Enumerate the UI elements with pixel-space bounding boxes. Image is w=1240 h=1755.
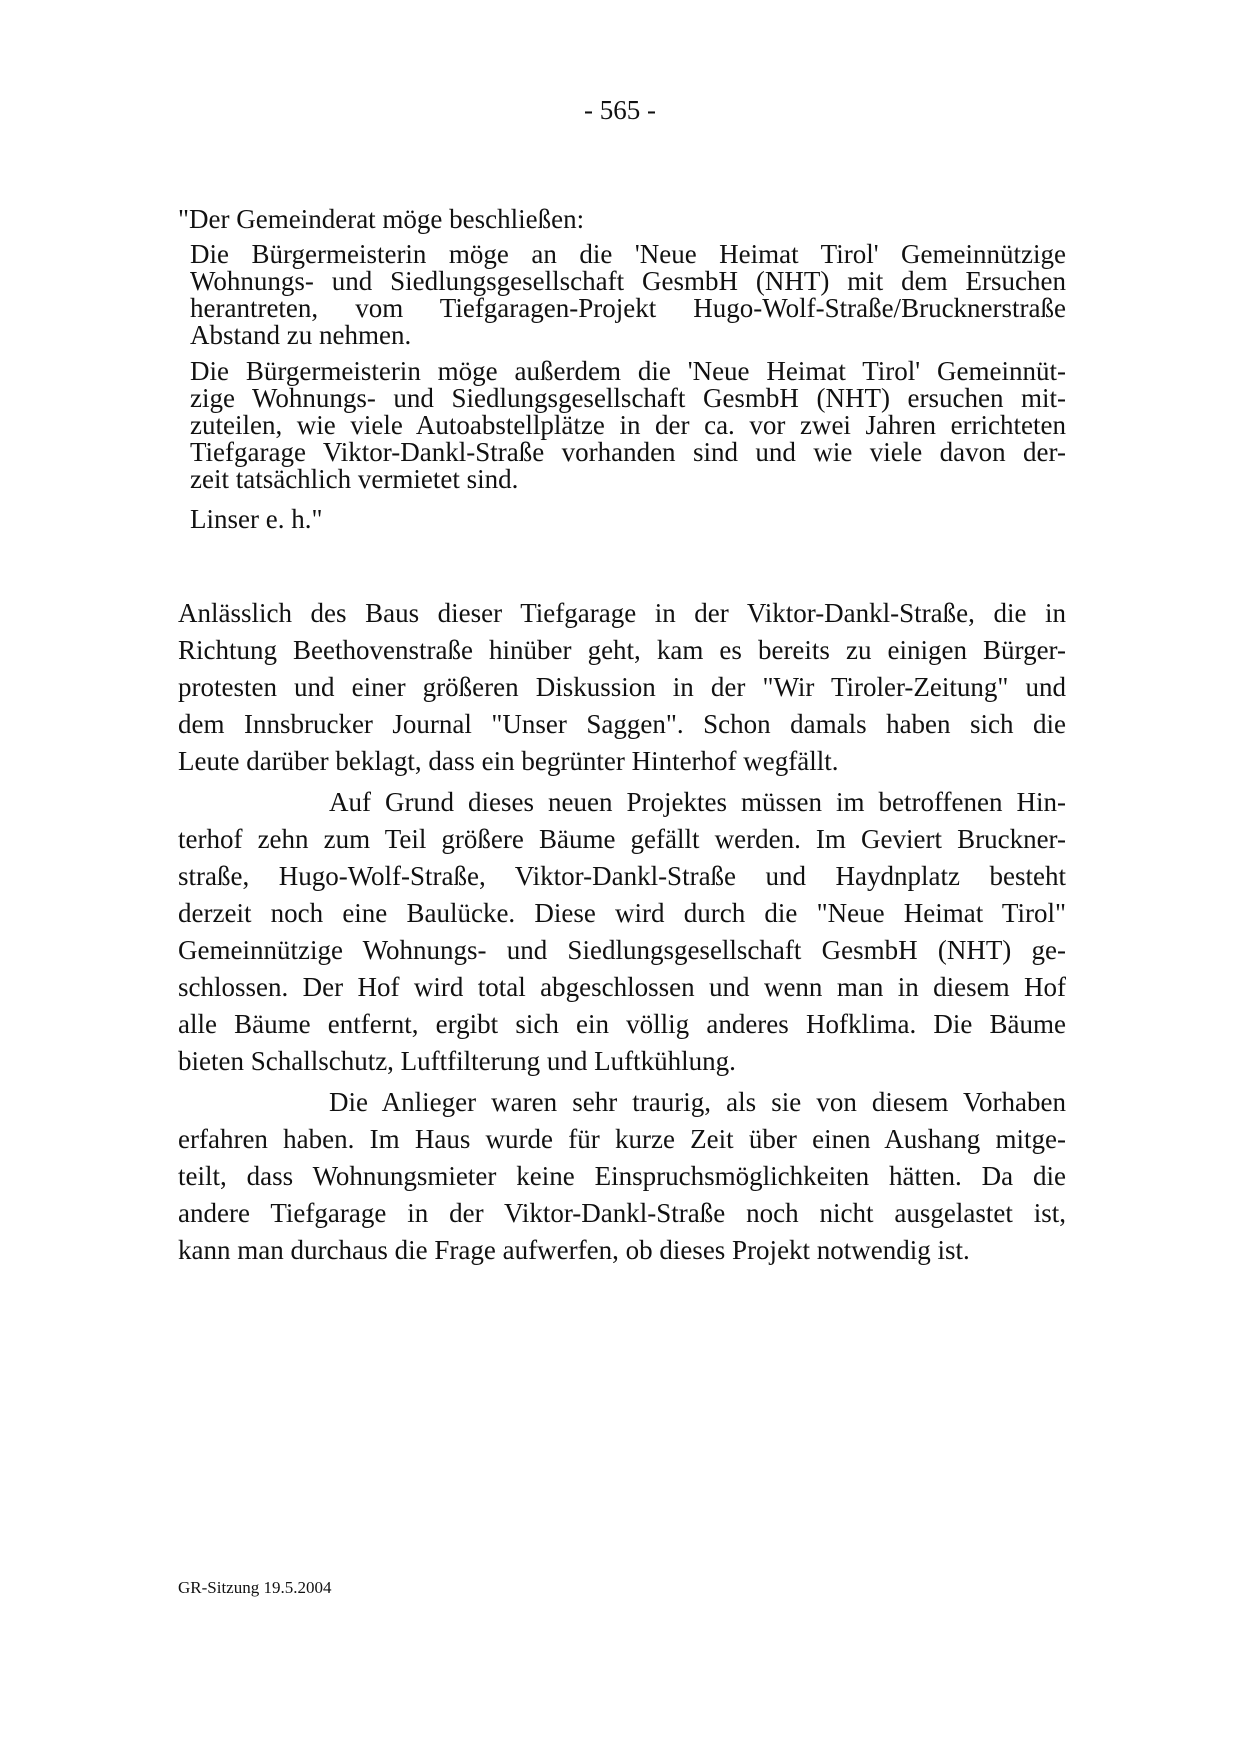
motion-body (190, 241, 1066, 533)
text-line: zuteilen, wie viele Autoabstellplätze in der ca. vor zwei Jahren errichteten (190, 410, 1066, 440)
page-number: - 565 - (584, 95, 656, 125)
text-line: Tiefgarage Viktor-Dankl-Straße vorhanden sind und wie viele davon der- (190, 437, 1066, 467)
text-line: teilt, dass Wohnungsmieter keine Einspruchsmöglichkeiten hätten. Da die (178, 1161, 1066, 1191)
text-line: zige Wohnungs- und Siedlungsgesellschaft GesmbH (NHT) ersuchen mit- (190, 383, 1066, 413)
text-line: Gemeinnützige Wohnungs- und Siedlungsgesellschaft GesmbH (NHT) ge- (178, 935, 1066, 965)
text-line: bieten Schallschutz, Luftfilterung und Luftkühlung. (178, 1046, 736, 1076)
motion-paragraph-1 (190, 241, 1066, 349)
text-line: Die Bürgermeisterin möge außerdem die 'Neue Heimat Tirol' Gemeinnüt- (190, 356, 1066, 386)
text-line: dem Innsbrucker Journal "Unser Saggen". Schon damals haben sich die (178, 709, 1066, 739)
text-line: Richtung Beethovenstraße hinüber geht, kam es bereits zu einigen Bürger- (178, 635, 1066, 665)
motion-intro: "Der Gemeinderat möge beschließen: (178, 204, 585, 234)
body-paragraph-3 (178, 1084, 1066, 1269)
text-line: Die Anlieger waren sehr traurig, als sie von diesem Vorhaben (329, 1087, 1066, 1117)
text-line: andere Tiefgarage in der Viktor-Dankl-Straße noch nicht ausgelastet ist, (178, 1198, 1066, 1228)
body-paragraph-1 (178, 595, 1066, 780)
text-line: Auf Grund dieses neuen Projektes müssen im betroffenen Hin- (329, 787, 1066, 817)
text-line: Abstand zu nehmen. (190, 320, 412, 350)
text-line: alle Bäume entfernt, ergibt sich ein völlig anderes Hofklima. Die Bäume (178, 1009, 1066, 1039)
body-paragraph-2 (178, 784, 1066, 1080)
text-line: straße, Hugo-Wolf-Straße, Viktor-Dankl-Straße und Haydnplatz besteht (178, 861, 1066, 891)
text-line: terhof zehn zum Teil größere Bäume gefällt werden. Im Geviert Bruckner- (178, 824, 1066, 854)
motion-signature: Linser e. h." (190, 504, 323, 534)
footer-session-date: GR-Sitzung 19.5.2004 (178, 1578, 332, 1597)
text-line: Anlässlich des Baus dieser Tiefgarage in der Viktor-Dankl-Straße, die in (178, 598, 1066, 628)
text-line: herantreten, vom Tiefgaragen-Projekt Hugo-Wolf-Straße/Brucknerstraße (190, 293, 1066, 323)
text-line: Leute darüber beklagt, dass ein begrünter Hinterhof wegfällt. (178, 746, 839, 776)
text-line: schlossen. Der Hof wird total abgeschlossen und wenn man in diesem Hof (178, 972, 1066, 1002)
text-line: Wohnungs- und Siedlungsgesellschaft GesmbH (NHT) mit dem Ersuchen (190, 266, 1066, 296)
text-line: kann man durchaus die Frage aufwerfen, ob dieses Projekt notwendig ist. (178, 1235, 970, 1265)
text-line: protesten und einer größeren Diskussion in der "Wir Tiroler-Zeitung" und (178, 672, 1066, 702)
text-line: derzeit noch eine Baulücke. Diese wird durch die "Neue Heimat Tirol" (178, 898, 1066, 928)
main-body (178, 595, 1066, 1273)
text-line: Die Bürgermeisterin möge an die 'Neue Heimat Tirol' Gemeinnützige (190, 239, 1066, 269)
text-line: zeit tatsächlich vermietet sind. (190, 464, 519, 494)
text-line: erfahren haben. Im Haus wurde für kurze Zeit über einen Aushang mitge- (178, 1124, 1066, 1154)
motion-paragraph-2 (190, 358, 1066, 493)
